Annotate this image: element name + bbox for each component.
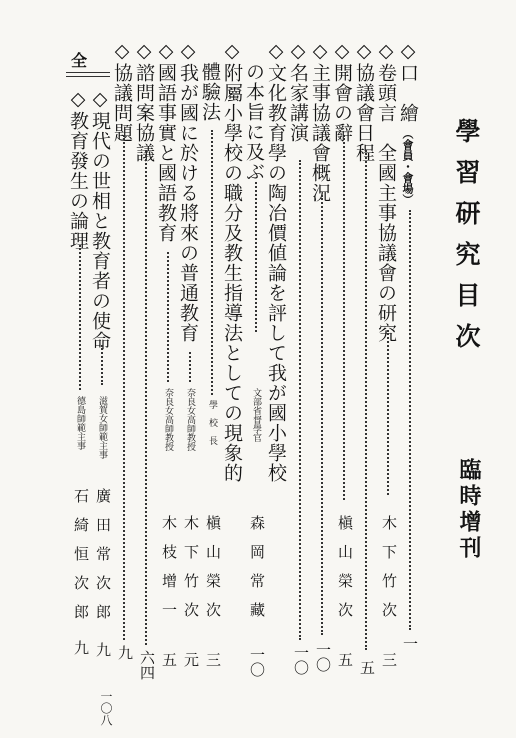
entry-author: 木枝增一 [160, 515, 178, 631]
entry-title: ◇教育發生の論理 [67, 88, 89, 251]
entry-affiliation: 德島師範主事 [75, 396, 85, 450]
toc-entry-futsu[interactable] [178, 40, 197, 343]
entry-affiliation: 滋賀女師範主事 [97, 396, 107, 459]
entry-author: 廣田常次郎 [94, 488, 112, 633]
toc-entry-bunka-1[interactable] [266, 40, 285, 483]
entry-title: ◇卷頭言 全國主事協議會の研究 [375, 40, 397, 343]
entry-author: 森岡常藏 [248, 515, 266, 631]
toc-entry-preface[interactable] [376, 40, 395, 343]
leader-dots [101, 345, 103, 385]
toc-entry-shimon[interactable] [134, 40, 153, 163]
toc-entry-fuzoku-2[interactable] [200, 62, 219, 122]
entry-title: ◇主事協議會概況 [309, 40, 331, 203]
entry-affiliation: 奈良女高師教授 [185, 388, 195, 451]
entry-note: （會員・會場） [401, 128, 414, 205]
toc-entry-bunka-2[interactable] [244, 62, 263, 182]
toc-entry-gendai[interactable] [90, 88, 109, 351]
entry-title: 體驗法 [199, 62, 221, 122]
leader-dots [123, 135, 125, 640]
leader-dots [343, 135, 345, 500]
page-number: 三 [204, 652, 222, 667]
entry-author: 木下竹次 [380, 515, 398, 631]
toc-entry-kuchie[interactable] [398, 40, 417, 123]
entry-title: ◇協議會日程 [353, 40, 375, 163]
leader-dots [211, 130, 213, 395]
footer-mark: 全 [71, 51, 88, 70]
entry-title: ◇名家講演 [287, 40, 309, 143]
page-number: 一 [401, 636, 419, 651]
toc-entry-fuzoku-1[interactable] [222, 40, 241, 483]
toc-entry-schedule[interactable] [354, 40, 373, 163]
entry-title: ◇文化教育學の陶冶價値論を評して我が國小學校 [265, 40, 287, 483]
leader-dots [409, 210, 411, 630]
folio-number: 一〇八 [99, 690, 113, 726]
leader-dots [365, 150, 367, 650]
entry-title: ◇諮問案協議 [133, 40, 155, 163]
leader-dots [387, 330, 389, 495]
entry-title: ◇現代の世相と教育者の使命 [89, 88, 111, 351]
leader-dots [189, 352, 191, 382]
entry-author: 木下竹次 [182, 515, 200, 631]
entry-author: 石綺恒次郎 [72, 488, 90, 633]
page-subtitle: 臨時增刊 [456, 458, 482, 562]
entry-title: ◇協議問題 [111, 40, 133, 143]
entry-affiliation: 奈良女高師教授 [163, 388, 173, 451]
leader-dots [299, 160, 301, 640]
page-number: 九 [72, 640, 90, 655]
toc-entry-hassei[interactable] [68, 88, 87, 251]
entry-title: ◇開會の辭 [331, 40, 353, 143]
leader-dots [79, 245, 81, 390]
toc-entry-kyogi[interactable] [112, 40, 131, 143]
leader-dots [167, 252, 169, 382]
page-number: 九 [94, 642, 112, 657]
page-number: 五 [336, 652, 354, 667]
entry-title: の本旨に及ぶ [243, 62, 265, 182]
toc-entry-opening[interactable] [332, 40, 351, 143]
entry-author: 槇山榮次 [204, 515, 222, 631]
entry-affiliation: 學 校 長 [207, 400, 217, 445]
divider-line [66, 76, 110, 77]
page-number: 五 [358, 660, 376, 675]
entry-title: ◇國語事實と國語教育 [155, 40, 177, 243]
entry-title: ◇附屬小學校の職分及教生指導法としての現象的 [221, 40, 243, 483]
page-number: 一〇 [292, 645, 310, 675]
toc-entry-kokugo[interactable] [156, 40, 175, 243]
page-number: 元 [182, 652, 200, 667]
page-number: 一〇 [248, 647, 266, 677]
toc-entry-overview[interactable] [310, 40, 329, 203]
page-title: 學習研究目次 [452, 118, 481, 364]
leader-dots [145, 150, 147, 645]
page-number: 九 [116, 645, 134, 660]
entry-title: ◇口 繪 [397, 40, 419, 123]
toc-entry-lectures[interactable] [288, 40, 307, 143]
entry-affiliation: 文部省督學官 [251, 388, 261, 442]
leader-dots [321, 195, 323, 635]
leader-dots [255, 182, 257, 332]
page-number: 一〇 [314, 642, 332, 672]
page-number: 三 [380, 652, 398, 667]
divider-line [66, 72, 110, 73]
entry-author: 槇山榮次 [336, 515, 354, 631]
entry-title: ◇我が國に於ける將來の普通教育 [177, 40, 199, 343]
page-number: 六四 [138, 650, 156, 680]
page-number: 五 [160, 652, 178, 667]
